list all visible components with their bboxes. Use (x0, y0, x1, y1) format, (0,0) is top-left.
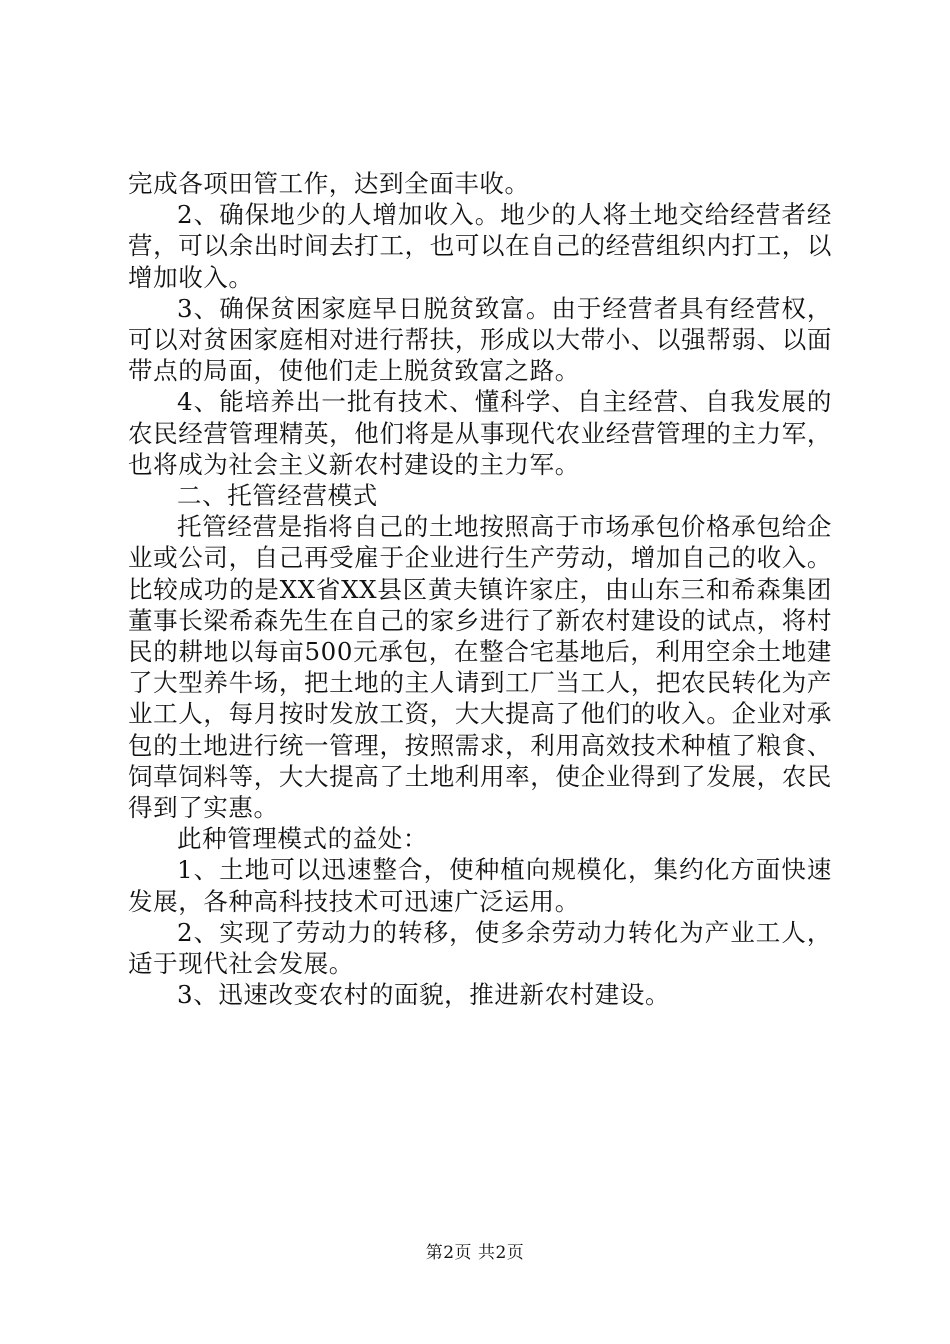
section-heading: 二、托管经营模式 (177, 481, 378, 511)
paragraph-benefit-2: 2、确保地少的人增加收入。地少的人将土地交给经营者经营，可以余出时间去打工，也可以在自己的经营组织内打工，以增加收入。 (128, 200, 832, 292)
paragraph-mode-benefit-2: 2、实现了劳动力的转移，使多余劳动力转化为产业工人，适于现代社会发展。 (128, 917, 832, 979)
paragraph-benefit-4: 4、能培养出一批有技术、懂科学、自主经营、自我发展的农民经营管理精英，他们将是从事现代农业经营管理的主力军，也将成为社会主义新农村建设的主力军。 (128, 387, 832, 479)
paragraph-trust-management: 托管经营是指将自己的土地按照高于市场承包价格承包给企业或公司，自己再受雇于企业进行生产劳动，增加自己的收入。比较成功的是XX省XX县区黄夫镇许家庄，由山东三和希森集团董事长梁希森先生在自己的家乡进行了新农村建设的试点，将村民的耕地以每亩500元承包，在整合宅基地后，利用空余土地建了大型养牛场，把土地的主人请到工厂当工人，把农民转化为产业工人，每月按时发放工资，大大提高了他们的收入。企业对承包的土地进行统一管理，按照需求，利用高效技术种植了粮食、饲草饲料等，大大提高了土地利用率，使企业得到了发展，农民得到了实惠。 (128, 512, 832, 823)
paragraph-mode-benefit-1: 1、土地可以迅速整合，使种植向规模化，集约化方面快速发展，各种高科技技术可迅速广泛运用。 (128, 855, 832, 916)
paragraph-benefits-intro: 此种管理模式的益处： (177, 824, 428, 854)
paragraph-continuation: 完成各项田管工作，达到全面丰收。 (128, 169, 530, 198)
paragraph-benefit-3: 3、确保贫困家庭早日脱贫致富。由于经营者具有经营权，可以对贫困家庭相对进行帮扶，形成以大带小、以强帮弱、以面带点的局面，使他们走上脱贫致富之路。 (128, 293, 832, 386)
paragraph-mode-benefit-3: 3、迅速改变农村的面貌，推进新农村建设。 (177, 980, 671, 1010)
page-footer: 第2页 共2页 (425, 1243, 525, 1263)
document-body (128, 168, 832, 1010)
